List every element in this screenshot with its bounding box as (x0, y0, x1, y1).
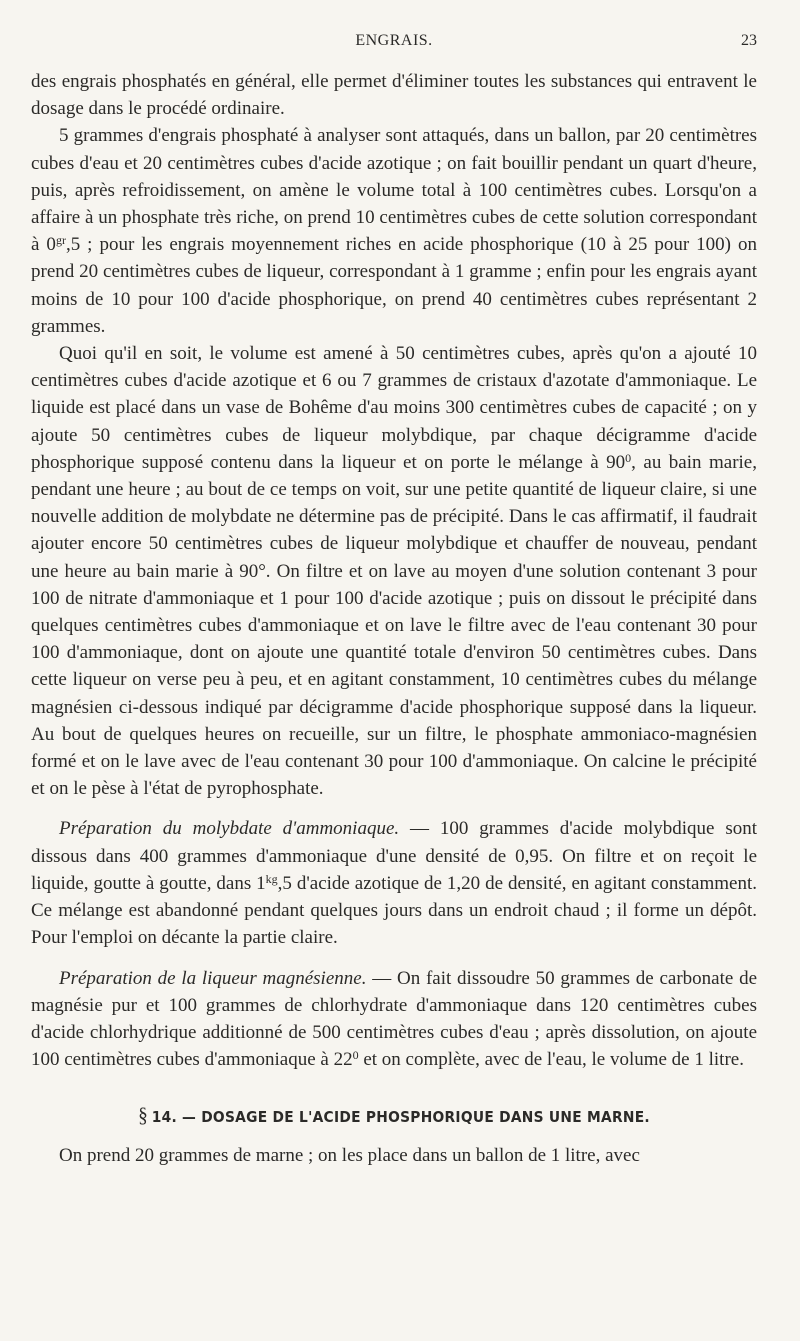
paragraph-molybdate-preparation (31, 815, 757, 951)
text-run: ,5 ; pour les engrais moyennement riches en acide phosphorique (10 à 25 pour 100) on prend 20 centimètres cubes de liqueur, correspondant à 1 gramme ; enfin pour les engrais ayant moins de 10 pour 100 d'acide phosphorique, on prend 40 centimètres cubes représentant 2 grammes. (31, 234, 757, 337)
book-page (31, 28, 757, 1170)
paragraph-magnesian-liquor (31, 965, 757, 1074)
text-run: , au bain marie, pendant une heure ; au bout de ce temps on voit, sur une petite quantité de liqueur claire, si une nouvelle addition de molybdate ne détermine pas de précipité. Dans le cas affirmatif, il faudrait ajouter encore 50 centimètres cubes de liqueur molybdique et chauffer de nouveau, pendant une heure au bain marie à 90°. On filtre et on lave au moyen d'une solution contenant 3 pour 100 de nitrate d'ammoniaque et 1 pour 100 d'acide azotique ; puis on dissout le précipité dans quelques centimètres cubes d'ammoniaque et on lave le filtre avec de l'eau contenant 30 pour 100 d'ammoniaque, dont on ajoute une quantité totale d'environ 50 centimètres cubes. Dans cette liqueur on verse peu à peu, et en agitant constamment, 10 centimètres cubes du mélange magnésien ci-dessous indiqué par décigramme d'acide phosphorique supposé dans la liqueur. Au bout de quelques heures on recueille, sur un filtre, le phosphate ammoniaco-magnésien formé et on le lave avec de l'eau contenant 30 pour 100 d'ammoniaque. On calcine le précipité et on le pèse à l'état de pyrophosphate. (31, 451, 757, 800)
text-run: — On fait dissoudre 50 grammes de carbonate de magnésie pur et 100 grammes de chlorhydrate d'ammoniaque dans 120 centimètres cubes d'acide chlorhydrique additionné de 500 centimètres cubes d'eau ; après dissolution, on ajoute 100 centimètres cubes d'ammoniaque à 22 (31, 967, 757, 1071)
unit-superscript: gr (55, 233, 66, 248)
text-run: et on complète, avec de l'eau, le volume de 1 litre. (358, 1049, 744, 1071)
subsection-title: Préparation du molybdate d'ammoniaque. (59, 818, 400, 840)
section-heading (60, 1100, 728, 1132)
running-header (31, 28, 757, 68)
page-number: 23 (741, 32, 757, 49)
text-run: — 100 grammes d'acide molybdique sont dissous dans 400 grammes d'ammoniaque d'une densité de 0,95. On filtre et on reçoit le liquide, goutte à goutte, dans 1 (31, 818, 758, 894)
running-title: ENGRAIS. (355, 32, 433, 49)
unit-superscript: kg (265, 871, 278, 886)
degree-superscript: 0 (625, 450, 632, 465)
text-run: 5 grammes d'engrais phosphaté à analyser sont attaqués, dans un ballon, par 20 centimètres cubes d'eau et 20 centimètres cubes d'acide azotique ; on fait bouillir pendant un quart d'heure, puis, après refroidissement, on amène le volume total à 100 centimètres cubes. Lorsqu'on a affaire à un phosphate très riche, on prend 10 centimètres cubes de cette solution correspondant à 0 (31, 125, 757, 256)
subsection-title: Préparation de la liqueur magnésienne. (59, 967, 367, 989)
paragraph-attack-procedure (31, 122, 757, 340)
text-run: ,5 d'acide azotique de 1,20 de densité, en agitant constamment. Ce mélange est abandonné pendant quelques jours dans un endroit chaud ; il forme un dépôt. Pour l'emploi on décante la partie claire. (31, 872, 757, 949)
text-run: Quoi qu'il en soit, le volume est amené à 50 centimètres cubes, après qu'on a ajouté 10 centimètres cubes d'acide azotique et 6 ou 7 grammes de cristaux d'azotate d'ammoniaque. Le liquide est placé dans un vase de Bohême d'au moins 300 centimètres cubes de capacité ; on y ajoute 50 centimètres cubes de liqueur molybdique, par chaque décigramme d'acide phosphorique supposé contenu dans la liqueur et on porte le mélange à 90 (31, 343, 757, 473)
degree-superscript: 0 (352, 1048, 359, 1063)
paragraph-continuation: des engrais phosphatés en général, elle permet d'éliminer toutes les substances qui entravent le dosage dans le procédé ordinaire. (31, 71, 757, 120)
paragraph-marl-intro: On prend 20 grammes de marne ; on les place dans un ballon de 1 litre, avec (59, 1145, 640, 1167)
paragraph-precipitation (31, 340, 757, 802)
section-heading-text: 14. — DOSAGE DE L'ACIDE PHOSPHORIQUE DANS UNE MARNE. (151, 1108, 650, 1127)
section-symbol: § (138, 1103, 149, 1128)
